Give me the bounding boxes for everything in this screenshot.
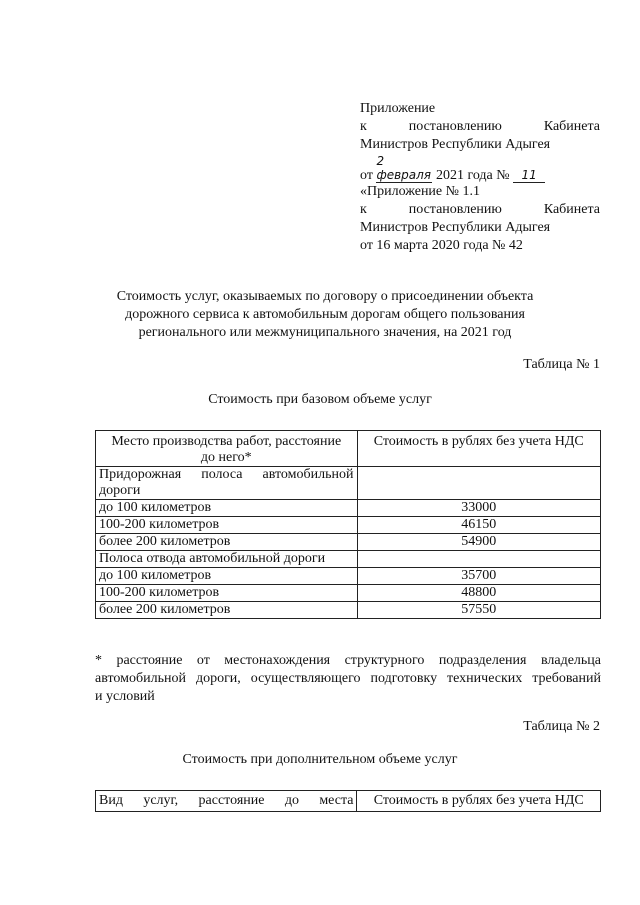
document-title: Стоимость услуг, оказываемых по договору о присоединении объекта дорожного сервиса к автомобильным дорогам общего пользования регионального или межмуниципального значения, на 2021 год xyxy=(116,289,534,340)
col-price-header: Стоимость в рублях без учета НДС xyxy=(357,431,601,467)
additional-services-table xyxy=(95,790,601,812)
row-price: 46150 xyxy=(357,517,601,534)
base-services-table xyxy=(95,430,601,619)
row-place: 100-200 километров xyxy=(96,585,358,602)
handwritten-number: 11 xyxy=(513,168,545,183)
row-place: более 200 километров xyxy=(96,602,358,619)
handwritten-date: 2 февраля xyxy=(376,154,432,182)
table-row xyxy=(96,500,601,517)
appendix2-label: «Приложение № 1.1 xyxy=(360,184,480,199)
row-price xyxy=(357,467,601,500)
row-price: 48800 xyxy=(357,585,601,602)
table-header-row xyxy=(96,431,601,467)
appendix2-line3: Министров Республики Адыгея xyxy=(360,220,551,235)
col-price-header: Стоимость в рублях без учета НДС xyxy=(357,791,601,812)
table-row xyxy=(96,517,601,534)
appendix-line3: Министров Республики Адыгея xyxy=(360,137,551,152)
table-row xyxy=(96,602,601,619)
row-price xyxy=(357,551,601,568)
table1-caption: Стоимость при базовом объеме услуг xyxy=(208,392,432,407)
row-price: 54900 xyxy=(357,534,601,551)
row-price: 57550 xyxy=(357,602,601,619)
row-place: Придорожная полоса автомобильной дороги xyxy=(96,467,358,500)
appendix-header xyxy=(360,100,600,185)
table-row xyxy=(96,467,601,500)
row-place: более 200 километров xyxy=(96,534,358,551)
table-row xyxy=(96,551,601,568)
row-place: до 100 километров xyxy=(96,568,358,585)
table-row xyxy=(96,585,601,602)
appendix2-line4: от 16 марта 2020 года № 42 xyxy=(360,238,523,253)
table2-label: Таблица № 2 xyxy=(523,719,600,734)
appendix-header-2 xyxy=(360,183,600,255)
table-header-row xyxy=(96,791,601,812)
table-row xyxy=(96,534,601,551)
appendix-label: Приложение xyxy=(360,101,436,116)
table1-label: Таблица № 1 xyxy=(523,357,600,372)
row-place: 100-200 километров xyxy=(96,517,358,534)
row-place: Полоса отвода автомобильной дороги xyxy=(96,551,358,568)
col-service-header: Вид услуг, расстояние до места xyxy=(96,791,357,812)
footnote: * расстояние от местонахождения структурного подразделения владельца автомобильной дороги, осуществляющего подготовку технических требований и условий xyxy=(95,653,601,704)
appendix2-line2: к постановлению Кабинета xyxy=(360,202,601,217)
row-place: до 100 километров xyxy=(96,500,358,517)
col-place-header: Место производства работ, расстояние до него* xyxy=(96,431,358,467)
appendix-line2: к постановлению Кабинета xyxy=(360,119,601,134)
row-price: 35700 xyxy=(357,568,601,585)
table-row xyxy=(96,568,601,585)
row-price: 33000 xyxy=(357,500,601,517)
appendix-date-line: от 2 февраля 2021 года № 11 xyxy=(360,154,600,185)
table2-caption: Стоимость при дополнительном объеме услуг xyxy=(182,752,458,767)
